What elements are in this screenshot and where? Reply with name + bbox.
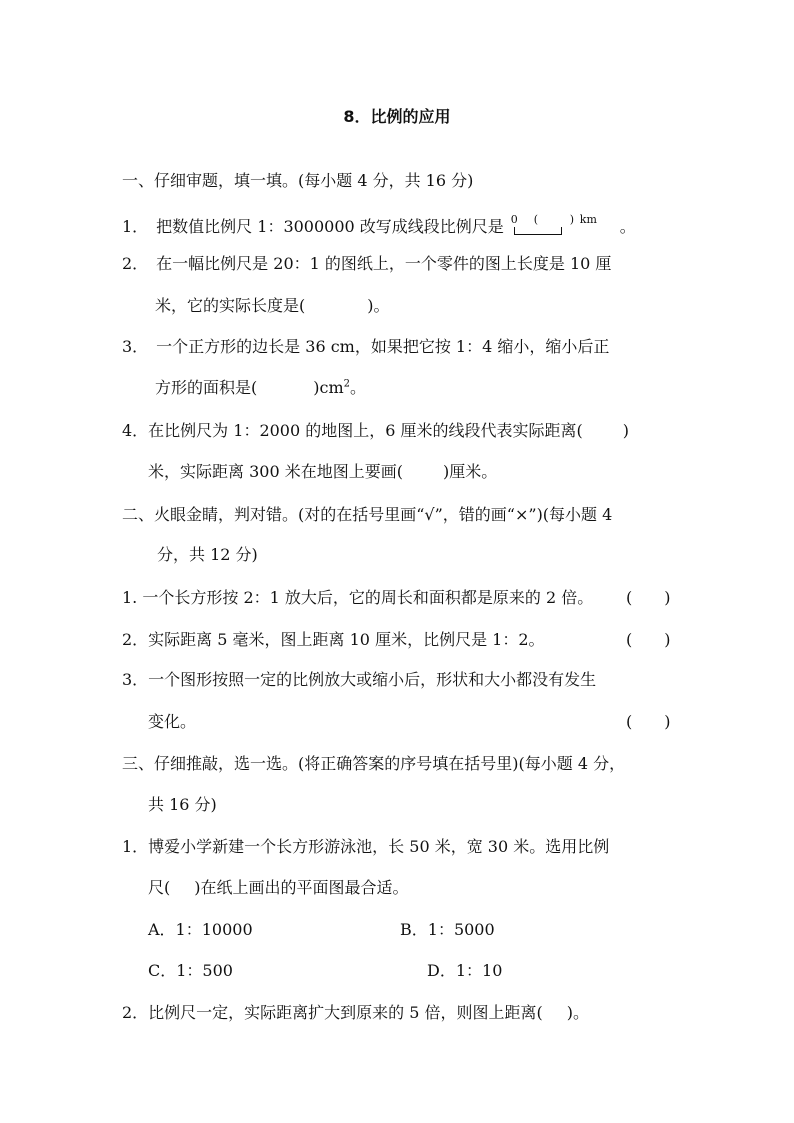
s1-q3-line2 [155, 378, 366, 398]
s3-q1-line2-a: 尺( [148, 878, 171, 897]
s1-q4-line2-b: )厘米。 [442, 462, 498, 481]
s2-q3-answer-paren[interactable]: ( ) [626, 712, 671, 731]
s1-q2-line2-a: 米，它的实际长度是( [155, 296, 306, 315]
option-a[interactable]: A．1：10000 [148, 920, 253, 939]
scale-bar-unit: km [579, 213, 597, 226]
s1-q4-line2 [148, 462, 497, 482]
s1-q4-line2-a: 米，实际距离 300 米在地图上要画( [148, 462, 403, 481]
s1-q2-line1: 2． 在一幅比例尺是 20：1 的图纸上，一个零件的图上长度是 10 厘 [122, 254, 612, 273]
line-scale-bar [510, 212, 620, 240]
s2-question-1: 1. 一个长方形按 2：1 放大后，它的周长和面积都是原来的 2 倍。 [122, 588, 594, 607]
section2-heading-line2: 分，共 12 分) [157, 545, 258, 564]
s1-q3-superscript: 2 [343, 378, 350, 390]
s2-q2-answer-paren[interactable]: ( ) [626, 630, 671, 649]
s1-q4-line1-a: 4．在比例尺为 1：2000 的地图上，6 厘米的线段代表实际距离( [122, 421, 583, 440]
s1-q3-line2-a: 方形的面积是( [155, 378, 258, 397]
s1-q3-line2-c: 。 [350, 378, 367, 397]
s1-q4-line1-b: ) [622, 421, 630, 440]
s1-q3-line1: 3． 一个正方形的边长是 36 cm，如果把它按 1：4 缩小，缩小后正 [122, 337, 610, 356]
scale-bar-open-paren: ( [533, 213, 539, 226]
option-d[interactable]: D．1：10 [427, 961, 503, 980]
section1-heading: 一、仔细审题，填一填。(每小题 4 分，共 16 分) [122, 171, 474, 190]
s3-q1-line2 [148, 878, 409, 898]
s3-question-2 [122, 1003, 589, 1023]
scale-bar-close-paren: ) [569, 213, 575, 226]
section3-heading-line1: 三、仔细推敲，选一选。(将正确答案的序号填在括号里)(每小题 4 分， [122, 754, 626, 773]
s1-question-1 [122, 212, 636, 240]
s3-q1-line1: 1．博爱小学新建一个长方形游泳池，长 50 米，宽 30 米。选用比例 [122, 837, 610, 856]
s2-q3-line1: 3．一个图形按照一定的比例放大或缩小后，形状和大小都没有发生 [122, 670, 597, 689]
s3-q2-text-a: 2．比例尺一定，实际距离扩大到原来的 5 倍，则图上距离( [122, 1003, 543, 1022]
s2-question-2: 2．实际距离 5 毫米，图上距离 10 厘米，比例尺是 1：2。 [122, 630, 545, 649]
s2-q3-line2: 变化。 [148, 712, 197, 731]
s1-q2-line2-b: )。 [367, 296, 390, 315]
option-b[interactable]: B．1：5000 [400, 920, 495, 939]
s3-q1-line2-b: )在纸上画出的平面图最合适。 [194, 878, 409, 897]
s1-q1-end: 。 [619, 217, 636, 236]
section3-heading-line2: 共 16 分) [148, 795, 217, 814]
section2-heading-line1: 二、火眼金睛，判对错。(对的在括号里画“√”，错的画“×”)(每小题 4 [122, 505, 613, 524]
s1-q3-line2-b: )cm [313, 378, 344, 397]
s2-q1-answer-paren[interactable]: ( ) [626, 588, 671, 607]
scale-bar-segment [514, 227, 562, 235]
s1-q1-text: 1． 把数值比例尺 1：3000000 改写成线段比例尺是 [122, 217, 504, 236]
s1-q2-line2 [155, 296, 390, 316]
s1-q4-line1 [122, 421, 629, 441]
option-c[interactable]: C．1：500 [148, 961, 233, 980]
page-title: 8．比例的应用 [343, 107, 451, 126]
scale-bar-zero: 0 [510, 213, 518, 226]
s3-q2-text-b: )。 [566, 1003, 590, 1022]
